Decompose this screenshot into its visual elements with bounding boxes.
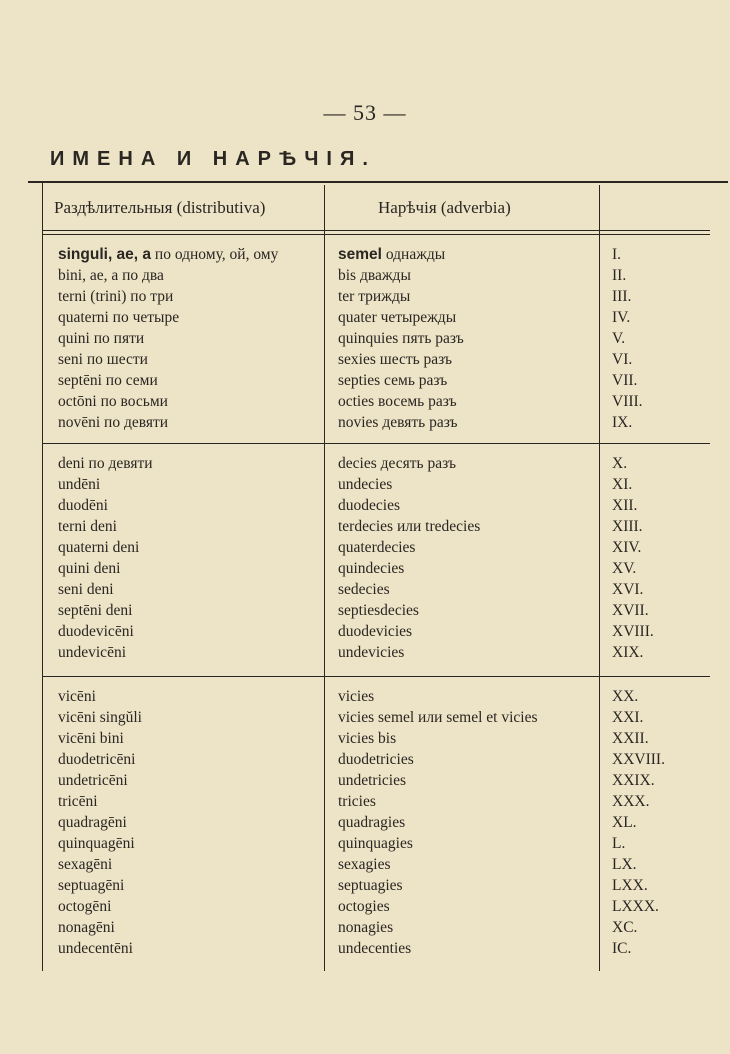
table-middle-rule [324, 185, 325, 971]
cell-adverbia-text: terdecies или tredecies [338, 518, 481, 535]
group-separator [42, 443, 710, 444]
cell-adverbia [338, 686, 374, 707]
cell-adverbia [338, 938, 411, 959]
cell-adverbia [338, 474, 392, 495]
group-separator [42, 676, 710, 677]
cell-adverbia-text: однажды [381, 246, 446, 263]
cell-adverbia-text: sexies шесть разъ [338, 351, 453, 368]
cell-roman-numeral: XIX. [612, 644, 644, 661]
cell-adverbia-text: nonagies [338, 919, 394, 936]
cell-adverbia [338, 621, 412, 642]
cell-adverbia-text: undecies [338, 476, 393, 493]
cell-distributiva [58, 579, 114, 600]
cell-distributiva-text: quaterni по четыре [58, 309, 180, 326]
cell-distributiva [58, 686, 96, 707]
cell-distributiva [58, 854, 112, 875]
cell-roman-numeral: XX. [612, 688, 639, 705]
cell-adverbia [338, 286, 410, 307]
cell-adverbia [338, 244, 445, 265]
cell-distributiva [58, 770, 128, 791]
cell-distributiva-text: undevicēni [58, 644, 127, 661]
cell-distributiva-text: undetricēni [58, 772, 128, 789]
cell-adverbia-text: octies восемь разъ [338, 393, 457, 410]
cell-distributiva-text: duodevicēni [58, 623, 134, 640]
cell-distributiva [58, 370, 158, 391]
cell-distributiva [58, 307, 179, 328]
cell-adverbia-text: duodevicies [338, 623, 413, 640]
cell-distributiva [58, 749, 135, 770]
cell-roman-numeral: VI. [612, 351, 633, 368]
cell-adverbia [338, 579, 390, 600]
cell-distributiva [58, 495, 108, 516]
cell-adverbia-text: decies десять разъ [338, 455, 456, 472]
cell-adverbia-text: quinquagies [338, 835, 413, 852]
cell-adverbia [338, 917, 393, 938]
header-distributiva: Раздѣлительныя (distributiva) [54, 198, 266, 217]
cell-adverbia-text: undetricies [338, 772, 407, 789]
header-double-rule-2 [42, 234, 710, 235]
cell-distributiva-text: terni deni [58, 518, 117, 535]
cell-adverbia-text: vicies bis [338, 730, 397, 747]
cell-roman-numeral: XXX. [612, 793, 650, 810]
cell-adverbia [338, 558, 404, 579]
cell-adverbia-text: tricies [338, 793, 376, 810]
cell-roman-numeral: XVIII. [612, 623, 654, 640]
cell-adverbia [338, 707, 538, 728]
cell-distributiva-text: seni по шести [58, 351, 148, 368]
cell-roman-numeral: IV. [612, 309, 631, 326]
cell-distributiva-text: septēni deni [58, 602, 133, 619]
cell-distributiva-text: duodetricēni [58, 751, 136, 768]
cell-distributiva [58, 875, 124, 896]
cell-distributiva-text: undecentēni [58, 940, 133, 957]
table-right-rule [599, 185, 600, 971]
cell-roman-numeral: V. [612, 330, 626, 347]
cell-distributiva [58, 349, 148, 370]
cell-distributiva [58, 600, 132, 621]
cell-roman-numeral: XXIX. [612, 772, 655, 789]
cell-distributiva [58, 412, 168, 433]
cell-distributiva [58, 391, 168, 412]
cell-adverbia [338, 600, 419, 621]
cell-adverbia-text: quaterdecies [338, 539, 416, 556]
cell-adverbia [338, 495, 400, 516]
cell-roman-numeral: LXXX. [612, 898, 659, 915]
cell-roman-numeral: VII. [612, 372, 638, 389]
cell-roman-numeral: XV. [612, 560, 637, 577]
cell-distributiva-text: octōni по восьми [58, 393, 168, 410]
cell-adverbia [338, 349, 452, 370]
cell-distributiva [58, 642, 126, 663]
cell-roman-numeral: VIII. [612, 393, 643, 410]
cell-adverbia-text: vicies [338, 688, 375, 705]
cell-distributiva [58, 791, 98, 812]
cell-distributiva [58, 621, 134, 642]
cell-distributiva-text: nonagēni [58, 919, 115, 936]
cell-distributiva-text: quaterni deni [58, 539, 140, 556]
cell-distributiva [58, 833, 135, 854]
cell-adverbia-text: duodecies [338, 497, 400, 514]
cell-roman-numeral: LXX. [612, 877, 648, 894]
cell-distributiva-text: quadragēni [58, 814, 127, 831]
cell-distributiva-text: octogēni [58, 898, 112, 915]
cell-distributiva-text: quinquagēni [58, 835, 135, 852]
cell-roman-numeral: XIII. [612, 518, 643, 535]
cell-adverbia [338, 770, 406, 791]
cell-distributiva [58, 537, 139, 558]
cell-distributiva-text: undēni [58, 476, 101, 493]
cell-roman-numeral: XVI. [612, 581, 644, 598]
cell-adverbia-text: quater четырежды [338, 309, 457, 326]
cell-roman-numeral: X. [612, 455, 628, 472]
cell-roman-numeral: XC. [612, 919, 638, 936]
cell-adverbia [338, 537, 415, 558]
cell-adverbia [338, 812, 405, 833]
cell-adverbia [338, 642, 404, 663]
cell-roman-numeral: XIV. [612, 539, 642, 556]
cell-distributiva-text: duodēni [58, 497, 108, 514]
cell-adverbia-text: septuagies [338, 877, 403, 894]
cell-roman-numeral: XXI. [612, 709, 644, 726]
cell-roman-numeral: II. [612, 267, 627, 284]
cell-adverbia [338, 833, 413, 854]
cell-adverbia [338, 854, 391, 875]
cell-distributiva [58, 328, 144, 349]
cell-adverbia-text: quadragies [338, 814, 406, 831]
page-number: — 53 — [323, 100, 407, 125]
cell-distributiva [58, 707, 142, 728]
cell-adverbia [338, 265, 411, 286]
cell-distributiva [58, 558, 120, 579]
cell-adverbia-text: octogies [338, 898, 390, 915]
cell-adverbia-headword: semel [338, 246, 382, 263]
cell-roman-numeral: LX. [612, 856, 637, 873]
cell-adverbia [338, 875, 403, 896]
cell-adverbia [338, 896, 390, 917]
cell-distributiva [58, 812, 127, 833]
cell-distributiva-text: tricēni [58, 793, 98, 810]
cell-roman-numeral: XL. [612, 814, 637, 831]
cell-roman-numeral: XI. [612, 476, 633, 493]
cell-distributiva-text: septēni по семи [58, 372, 158, 389]
cell-distributiva [58, 728, 124, 749]
table-top-rule [28, 181, 728, 183]
cell-distributiva [58, 244, 278, 265]
cell-roman-numeral: XVII. [612, 602, 649, 619]
cell-adverbia [338, 791, 376, 812]
cell-adverbia-text: septies семь разъ [338, 372, 448, 389]
cell-distributiva-text: quini по пяти [58, 330, 145, 347]
cell-distributiva-text: vicēni singŭli [58, 709, 142, 726]
cell-adverbia-text: duodetricies [338, 751, 414, 768]
cell-roman-numeral: L. [612, 835, 626, 852]
cell-distributiva-text: seni deni [58, 581, 114, 598]
cell-distributiva [58, 938, 133, 959]
cell-adverbia-text: quinquies пять разъ [338, 330, 464, 347]
cell-distributiva-text: deni по девяти [58, 455, 153, 472]
cell-distributiva [58, 896, 111, 917]
cell-adverbia [338, 453, 456, 474]
cell-adverbia [338, 516, 480, 537]
cell-distributiva-text: novēni по девяти [58, 414, 169, 431]
cell-distributiva-text: septuagēni [58, 877, 125, 894]
cell-adverbia-text: sexagies [338, 856, 391, 873]
cell-adverbia [338, 728, 396, 749]
cell-adverbia [338, 391, 457, 412]
cell-roman-numeral: IC. [612, 940, 632, 957]
table-left-rule [42, 181, 43, 971]
cell-roman-numeral: XXII. [612, 730, 649, 747]
cell-distributiva-text: vicēni [58, 688, 96, 705]
header-adverbia: Нарѣчія (adverbia) [378, 198, 511, 217]
cell-adverbia-text: sedecies [338, 581, 390, 598]
cell-adverbia-text: quindecies [338, 560, 405, 577]
cell-roman-numeral: I. [612, 246, 622, 263]
cell-adverbia [338, 412, 458, 433]
cell-adverbia-text: undecenties [338, 940, 412, 957]
cell-roman-numeral: III. [612, 288, 632, 305]
cell-distributiva-headword: singuli, ae, a [58, 246, 152, 263]
cell-distributiva [58, 453, 153, 474]
cell-roman-numeral: XII. [612, 497, 638, 514]
cell-distributiva-text: terni (trini) по три [58, 288, 174, 305]
section-heading: ИМЕНА И НАРѢЧІЯ. [50, 148, 376, 170]
cell-adverbia [338, 307, 456, 328]
cell-distributiva [58, 265, 164, 286]
cell-distributiva [58, 917, 115, 938]
cell-adverbia [338, 370, 447, 391]
cell-roman-numeral: XXVIII. [612, 751, 665, 768]
cell-distributiva-text: по одному, ой, ому [151, 246, 279, 263]
header-double-rule [42, 230, 710, 231]
cell-roman-numeral: IX. [612, 414, 633, 431]
cell-adverbia [338, 328, 464, 349]
cell-distributiva-text: bini, ae, a по два [58, 267, 164, 284]
cell-adverbia [338, 749, 414, 770]
cell-distributiva-text: quini deni [58, 560, 121, 577]
cell-distributiva-text: vicēni bini [58, 730, 124, 747]
cell-distributiva [58, 474, 100, 495]
cell-adverbia-text: ter трижды [338, 288, 411, 305]
cell-adverbia-text: vicies semel или semel et vicies [338, 709, 538, 726]
cell-adverbia-text: bis дважды [338, 267, 411, 284]
cell-adverbia-text: novies девять разъ [338, 414, 458, 431]
cell-distributiva-text: sexagēni [58, 856, 113, 873]
cell-adverbia-text: undevicies [338, 644, 405, 661]
cell-distributiva [58, 516, 117, 537]
cell-adverbia-text: septiesdecies [338, 602, 419, 619]
cell-distributiva [58, 286, 173, 307]
